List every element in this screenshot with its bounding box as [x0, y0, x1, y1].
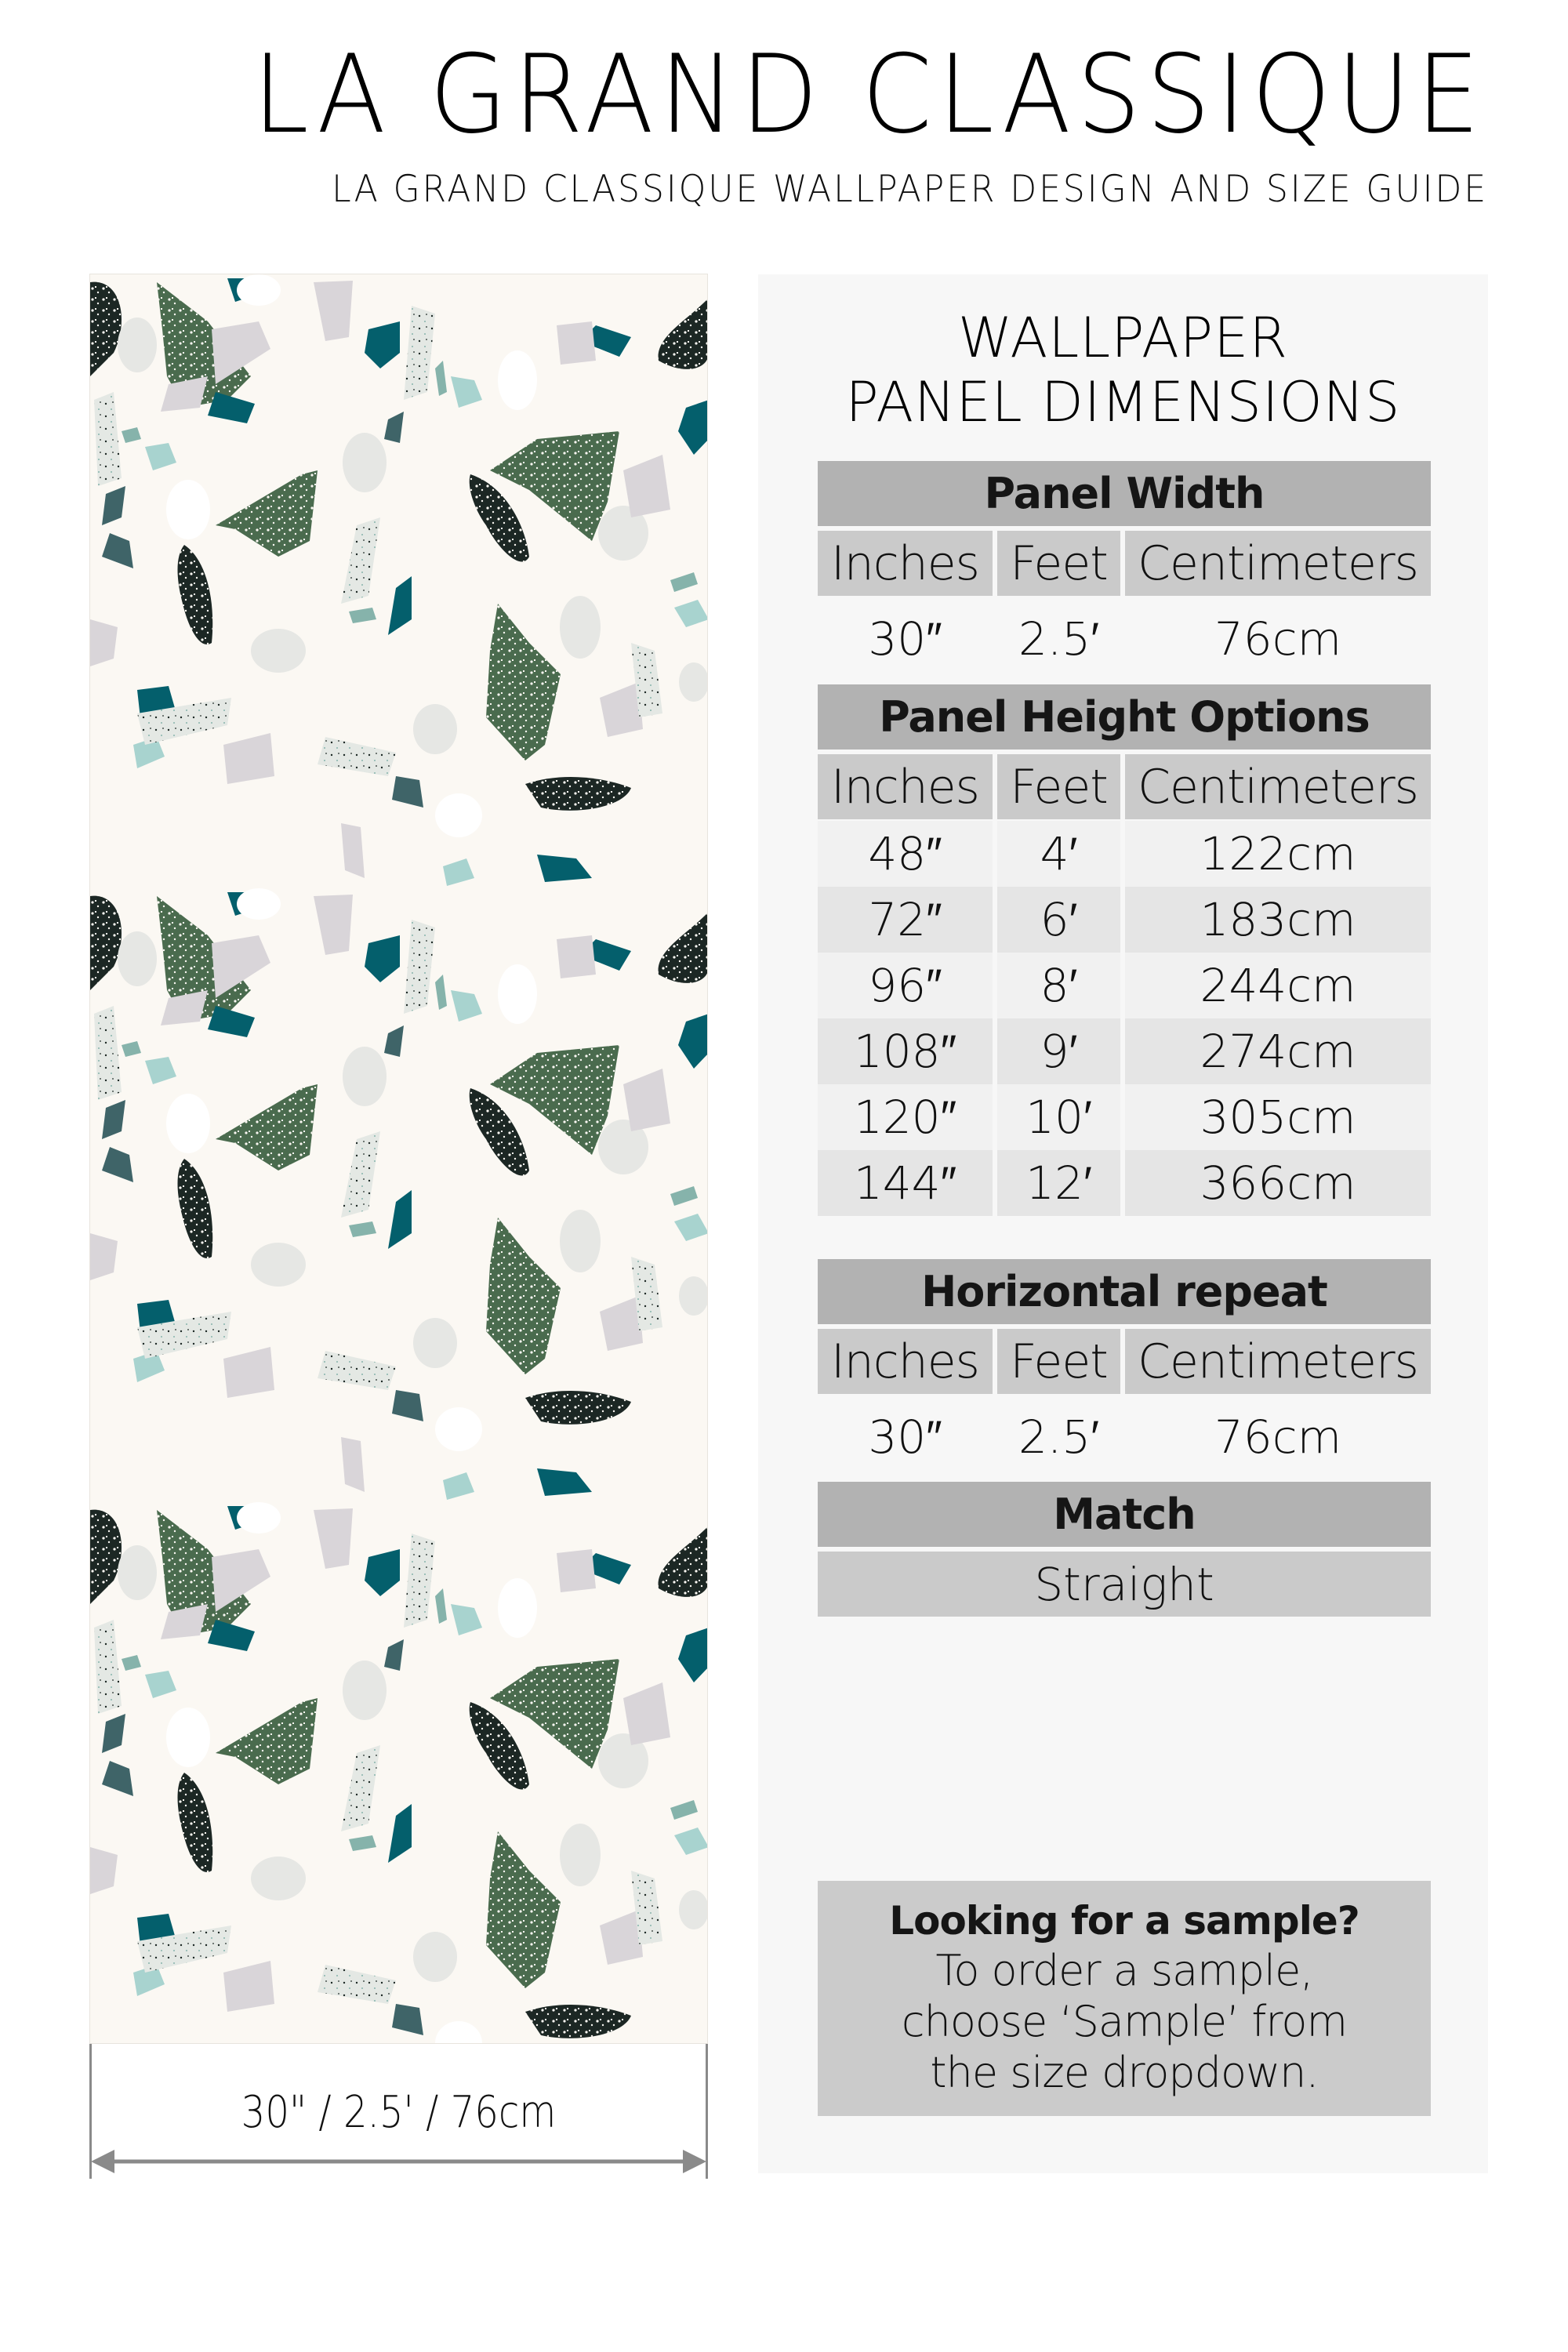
value-centimeters: 366cm	[1125, 1150, 1431, 1216]
wallpaper-preview	[89, 274, 708, 2044]
table-row	[818, 1018, 1431, 1084]
horizontal-repeat-heading: Horizontal repeat	[818, 1259, 1431, 1324]
value-inches: 30″	[868, 612, 942, 666]
col-inches: Inches	[818, 1329, 993, 1394]
panel-title-line2: PANEL DIMENSIONS	[845, 370, 1401, 434]
value-inches: 72″	[818, 887, 993, 953]
panel-title	[758, 306, 1488, 434]
value-feet: 2.5′	[1018, 1410, 1100, 1464]
table-header-row	[818, 531, 1431, 596]
value-feet: 4′	[997, 821, 1120, 887]
col-inches: Inches	[818, 531, 993, 596]
table-row	[818, 887, 1431, 953]
panel-height-heading: Panel Height Options	[818, 684, 1431, 750]
value-inches: 48″	[818, 821, 993, 887]
sample-heading: Looking for a sample?	[889, 1898, 1359, 1944]
panel-height-table	[818, 684, 1431, 1216]
value-centimeters: 183cm	[1125, 887, 1431, 953]
panel-title-line1: WALLPAPER	[958, 306, 1288, 370]
col-inches: Inches	[818, 754, 993, 819]
value-centimeters: 305cm	[1125, 1084, 1431, 1150]
match-table	[818, 1482, 1431, 1617]
sample-line: choose ‘Sample’ from	[901, 1997, 1348, 2046]
panel-width-heading: Panel Width	[818, 461, 1431, 526]
value-inches: 96″	[818, 953, 993, 1018]
sample-line: To order a sample,	[935, 1946, 1313, 1995]
table-header-row	[818, 754, 1431, 819]
value-centimeters: 274cm	[1125, 1018, 1431, 1084]
col-centimeters: Centimeters	[1125, 1329, 1431, 1394]
col-centimeters: Centimeters	[1125, 754, 1431, 819]
panel-width-table	[818, 461, 1431, 682]
width-dimension	[89, 2044, 708, 2179]
dimensions-panel	[758, 274, 1488, 2173]
sample-line: the size dropdown.	[930, 2048, 1319, 2097]
value-feet: 12′	[997, 1150, 1120, 1216]
table-row	[818, 953, 1431, 1018]
value-centimeters: 244cm	[1125, 953, 1431, 1018]
value-inches: 120″	[818, 1084, 993, 1150]
brand-title: LA GRAND CLASSIQUE	[252, 31, 1486, 158]
double-arrow-icon	[89, 2150, 708, 2173]
value-inches: 144″	[818, 1150, 993, 1216]
value-feet: 6′	[997, 887, 1120, 953]
sample-info-box	[818, 1881, 1431, 2116]
table-row	[818, 1150, 1431, 1216]
brand-subtitle: LA GRAND CLASSIQUE WALLPAPER DESIGN AND SIZE GUIDE	[332, 168, 1488, 211]
col-feet: Feet	[997, 531, 1120, 596]
col-centimeters: Centimeters	[1125, 531, 1431, 596]
horizontal-repeat-table	[818, 1259, 1431, 1480]
match-value: Straight	[818, 1552, 1431, 1617]
col-feet: Feet	[997, 1329, 1120, 1394]
table-header-row	[818, 1329, 1431, 1394]
value-centimeters: 122cm	[1125, 821, 1431, 887]
value-centimeters: 76cm	[1214, 1410, 1342, 1464]
terrazzo-pattern	[90, 274, 708, 2044]
table-row	[818, 821, 1431, 887]
table-row	[818, 1084, 1431, 1150]
dimension-label: 30" / 2.5' / 76cm	[241, 2087, 557, 2138]
value-inches: 108″	[818, 1018, 993, 1084]
sample-instructions	[818, 1945, 1431, 2098]
table-row	[818, 596, 1431, 682]
value-feet: 9′	[997, 1018, 1120, 1084]
match-heading: Match	[818, 1482, 1431, 1547]
value-feet: 8′	[997, 953, 1120, 1018]
value-inches: 30″	[868, 1410, 942, 1464]
value-centimeters: 76cm	[1214, 612, 1342, 666]
value-feet: 2.5′	[1018, 612, 1100, 666]
table-row	[818, 1394, 1431, 1480]
value-feet: 10′	[997, 1084, 1120, 1150]
col-feet: Feet	[997, 754, 1120, 819]
